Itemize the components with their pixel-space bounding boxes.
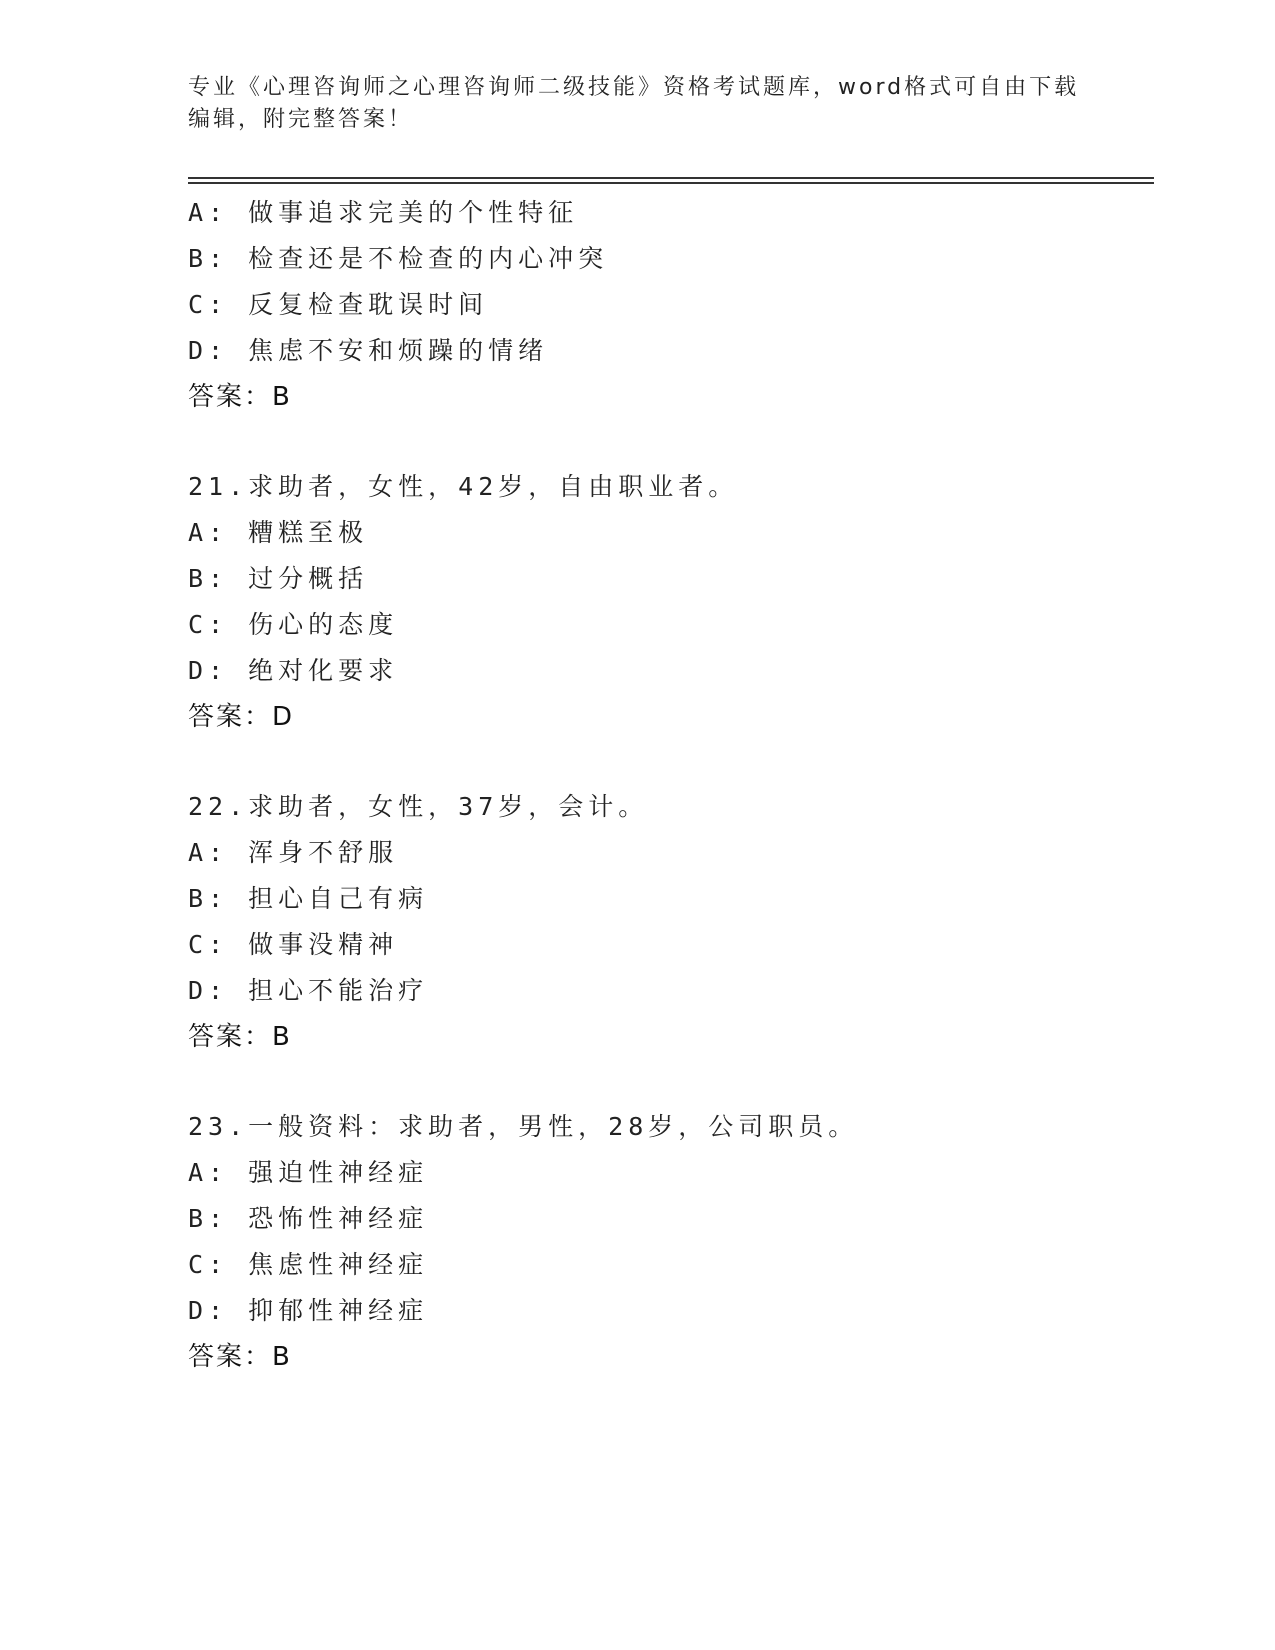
answer-line: 答案：D	[188, 702, 295, 732]
question-text: 23.一般资料：求助者，男性，28岁，公司职员。	[188, 1112, 859, 1141]
question-text: 22.求助者，女性，37岁，会计。	[188, 792, 649, 821]
answer-line: 答案：B	[188, 382, 292, 412]
answer-line: 答案：B	[188, 1022, 292, 1052]
question-block	[188, 190, 1148, 420]
question-block	[188, 464, 1148, 740]
option-c: C: 做事没精神	[188, 930, 399, 959]
block-spacer	[188, 740, 1148, 784]
option-a: A: 糟糕至极	[188, 518, 369, 547]
question-list	[188, 190, 1148, 1380]
block-spacer	[188, 1060, 1148, 1104]
option-d: D: 抑郁性神经症	[188, 1296, 429, 1325]
option-a: A: 浑身不舒服	[188, 838, 399, 867]
option-b: B: 过分概括	[188, 564, 369, 593]
question-block	[188, 784, 1148, 1060]
option-b: B: 恐怖性神经症	[188, 1204, 429, 1233]
option-d: D: 焦虑不安和烦躁的情绪	[188, 336, 549, 365]
question-block	[188, 1104, 1148, 1380]
header-line-2: 编辑，附完整答案！	[188, 107, 414, 132]
document-header	[188, 72, 1088, 136]
option-a: A: 做事追求完美的个性特征	[188, 198, 579, 227]
option-c: C: 反复检查耽误时间	[188, 290, 489, 319]
option-c: C: 伤心的态度	[188, 610, 399, 639]
option-b: B: 担心自己有病	[188, 884, 429, 913]
question-text: 21.求助者，女性，42岁，自由职业者。	[188, 472, 739, 501]
header-divider-bottom	[188, 182, 1154, 184]
header-divider-top	[188, 177, 1154, 179]
option-d: D: 担心不能治疗	[188, 976, 429, 1005]
option-a: A: 强迫性神经症	[188, 1158, 429, 1187]
option-c: C: 焦虑性神经症	[188, 1250, 429, 1279]
option-b: B: 检查还是不检查的内心冲突	[188, 244, 609, 273]
answer-line: 答案：B	[188, 1342, 292, 1372]
header-line-1: 专业《心理咨询师之心理咨询师二级技能》资格考试题库，word格式可自由下载	[188, 75, 1080, 100]
block-spacer	[188, 420, 1148, 464]
option-d: D: 绝对化要求	[188, 656, 399, 685]
